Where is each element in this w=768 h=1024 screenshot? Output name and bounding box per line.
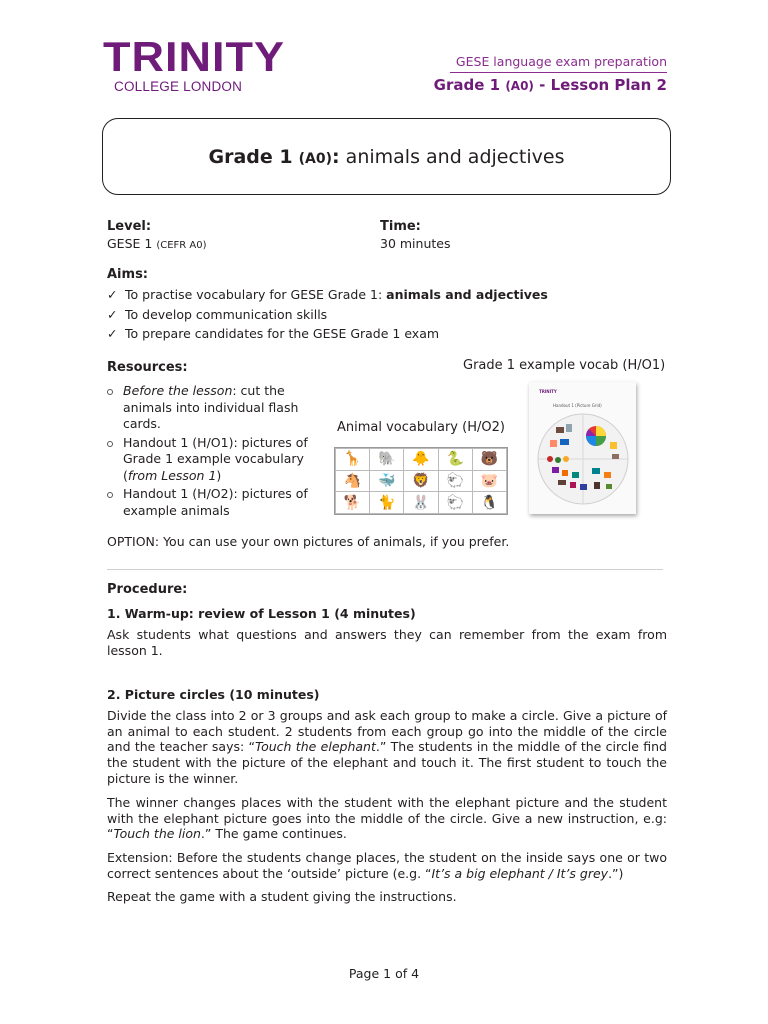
bullet-icon bbox=[107, 389, 113, 395]
handout-title: Handout 1 (Picture Grid) bbox=[553, 403, 602, 408]
time-label: Time: bbox=[380, 219, 421, 234]
animal-cell: 🐑 bbox=[438, 492, 472, 514]
step2-paragraph-3: Extension: Before the students change places, the student on the inside says one or two correct sentences about the ‘outside’ picture (e.g. “It’s a big elephant / It’s grey.”) bbox=[107, 850, 667, 881]
header-subtitle: GESE language exam preparation bbox=[450, 54, 667, 73]
handout-brand: TRINITY bbox=[539, 389, 557, 394]
section-divider bbox=[107, 569, 663, 570]
handout-picture-wheel bbox=[536, 412, 630, 506]
animal-cell: 🐰 bbox=[404, 492, 438, 514]
level-cefr: (CEFR A0) bbox=[156, 240, 207, 251]
animal-cell: 🐴 bbox=[336, 470, 370, 492]
page-number: Page 1 of 4 bbox=[348, 966, 420, 981]
trinity-logo-subtitle: COLLEGE LONDON bbox=[114, 79, 243, 94]
animal-cell: 🐧 bbox=[472, 492, 506, 514]
aims-item: ✓ To practise vocabulary for GESE Grade 1: animals and adjectives bbox=[107, 285, 548, 305]
aims-list bbox=[107, 285, 548, 344]
page-title bbox=[209, 146, 565, 168]
title-level: (A0) bbox=[298, 150, 333, 167]
header-grade: Grade 1 bbox=[433, 76, 501, 94]
animal-cell: 🐑 bbox=[438, 470, 472, 492]
animal-cell: 🐷 bbox=[472, 470, 506, 492]
animal-cell: 🐕 bbox=[336, 492, 370, 514]
animal-cell: 🦁 bbox=[404, 470, 438, 492]
aims-label: Aims: bbox=[107, 267, 148, 282]
bullet-icon bbox=[107, 441, 113, 447]
animal-vocabulary-image bbox=[334, 447, 508, 515]
check-icon: ✓ bbox=[107, 326, 118, 341]
trinity-logo: TRINITY bbox=[103, 33, 285, 81]
check-icon: ✓ bbox=[107, 306, 118, 322]
bullet-icon bbox=[107, 492, 113, 498]
caption-vocab-handout: Grade 1 example vocab (H/O1) bbox=[463, 358, 666, 373]
animal-cell: 🐘 bbox=[370, 449, 404, 471]
resources-item: Handout 1 (H/O1): pictures of Grade 1 example vocabulary (from Lesson 1) bbox=[107, 435, 312, 485]
caption-animal-handout: Animal vocabulary (H/O2) bbox=[337, 420, 505, 435]
title-colon: : bbox=[332, 145, 340, 168]
resources-label: Resources: bbox=[107, 360, 188, 375]
level-gese: GESE 1 bbox=[107, 236, 153, 251]
procedure-label: Procedure: bbox=[107, 582, 188, 597]
step1-text: Ask students what questions and answers they can remember from the exam from lesson 1. bbox=[107, 627, 667, 658]
header-plan: - Lesson Plan 2 bbox=[539, 76, 667, 94]
aims-item: ✓ To develop communication skills bbox=[107, 305, 548, 325]
animal-cell: 🦒 bbox=[336, 449, 370, 471]
level-label: Level: bbox=[107, 219, 152, 234]
animal-cell: 🐻 bbox=[472, 449, 506, 471]
animal-cell: 🐈 bbox=[370, 492, 404, 514]
animal-cell: 🐍 bbox=[438, 449, 472, 471]
step2-title: 2. Picture circles (10 minutes) bbox=[107, 687, 320, 702]
header-lesson-plan bbox=[434, 76, 667, 95]
vocab-handout-image bbox=[529, 382, 636, 514]
resources-list bbox=[107, 383, 312, 521]
header-grade-level: (A0) bbox=[505, 79, 534, 93]
step2-paragraph-4: Repeat the game with a student giving the instructions. bbox=[107, 889, 457, 904]
resources-option: OPTION: You can use your own pictures of animals, if you prefer. bbox=[107, 534, 510, 549]
resources-item: Handout 1 (H/O2): pictures of example animals bbox=[107, 486, 312, 519]
aims-item: ✓ To prepare candidates for the GESE Grade 1 exam bbox=[107, 324, 548, 344]
step2-paragraph-2: The winner changes places with the student with the elephant picture and the student with the elephant picture goes into the middle of the circle. Give a new instruction, e.g: “Touch the lion.” The game continues. bbox=[107, 795, 667, 842]
level-value bbox=[107, 236, 207, 251]
title-box bbox=[102, 118, 671, 195]
animal-cell: 🐳 bbox=[370, 470, 404, 492]
time-value: 30 minutes bbox=[380, 236, 451, 251]
step2-paragraph-1: Divide the class into 2 or 3 groups and ask each group to make a circle. Give a picture of an animal to each student. 2 students from each group go into the middle of the circle and the teacher says: “Touch the elephant.” The students in the middle of the circle find the student with the picture of the elephant and touch it. The first student to touch the picture is the winner. bbox=[107, 708, 667, 786]
animal-cell: 🐥 bbox=[404, 449, 438, 471]
title-grade: Grade 1 bbox=[208, 145, 293, 168]
step1-title: 1. Warm-up: review of Lesson 1 (4 minutes) bbox=[107, 606, 416, 621]
resources-item: Before the lesson: cut the animals into individual flash cards. bbox=[107, 383, 312, 433]
check-icon: ✓ bbox=[107, 287, 118, 302]
title-topic: animals and adjectives bbox=[339, 145, 565, 168]
